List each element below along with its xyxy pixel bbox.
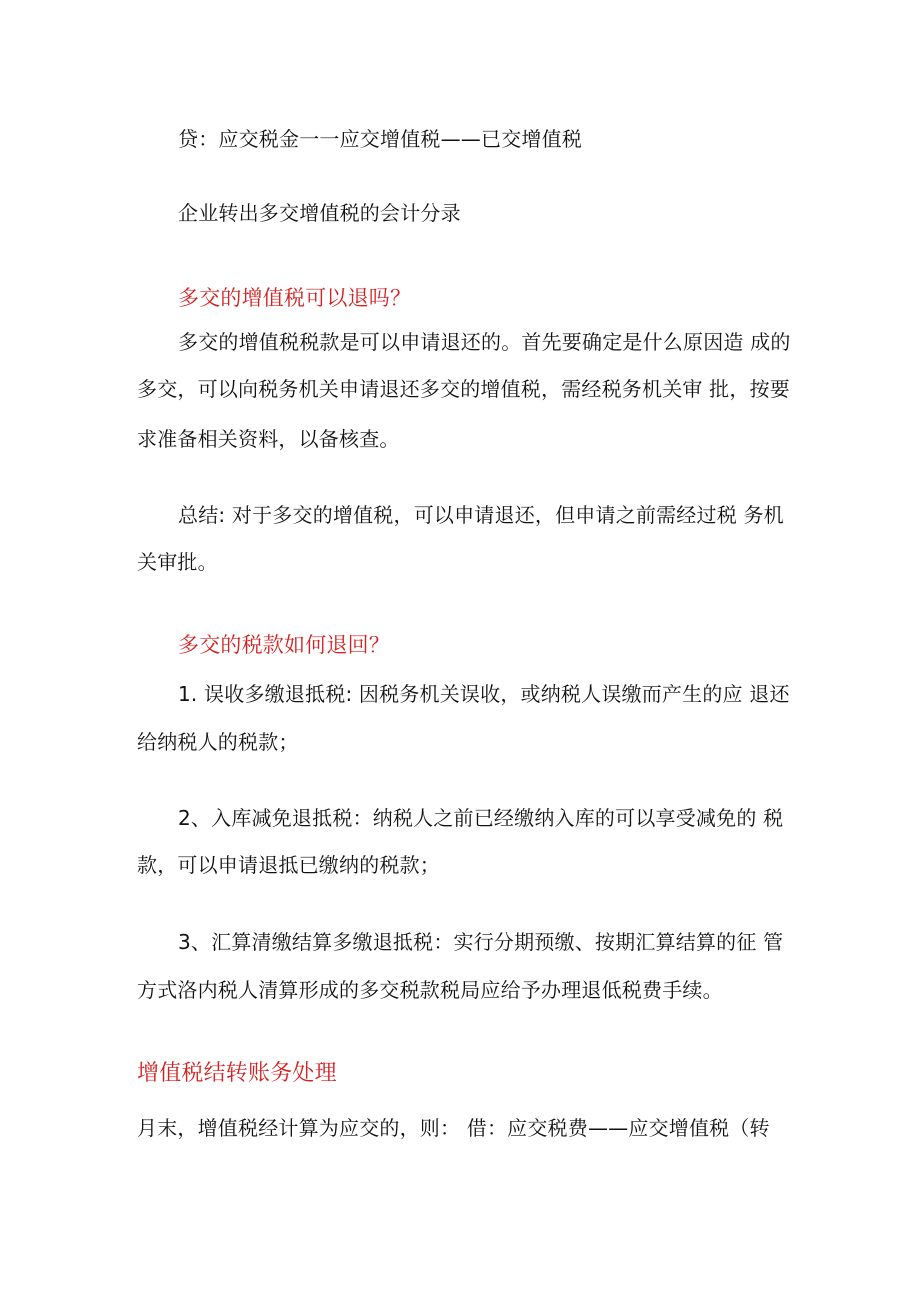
list-item-line: 方式洛内税人清算形成的多交税款税局应给予办理退低税费手续。 — [137, 978, 723, 1002]
list-item-line: 给纳税人的税款； — [137, 730, 299, 754]
paragraph-line: 多交的增值税税款是可以申请退还的。首先要确定是什么原因造 成的 — [178, 330, 791, 354]
heading-transfer: 增值税结转账务处理 — [137, 1061, 337, 1086]
heading-refund: 多交的增值税可以退吗？ — [178, 286, 412, 310]
paragraph-line: 求准备相关资料，以备核查。 — [137, 427, 400, 451]
summary-line: 关审批。 — [137, 550, 218, 574]
note-entry-line: 企业转出多交增值税的会计分录 — [178, 201, 461, 225]
credit-entry-line: 贷：应交税金一一应交增值税——已交增值税 — [178, 127, 582, 151]
list-item-line: 款，可以申请退抵已缴纳的税款； — [137, 853, 440, 877]
summary-line: 总结: 对于多交的增值税，可以申请退还，但申请之前需经过税 务机 — [178, 503, 784, 527]
list-item-line: 1. 误收多缴退抵税: 因税务机关误收，或纳税人误缴而产生的应 退还 — [178, 682, 790, 706]
list-item-line: 2、入库减免退抵税：纳税人之前已经缴纳入库的可以享受减免的 税 — [178, 806, 784, 830]
paragraph-line: 多交，可以向税务机关申请退还多交的增值税，需经税务机关审 批，按要 — [137, 377, 790, 401]
heading-return: 多交的税款如何退回？ — [178, 633, 390, 657]
list-item-line: 3、汇算清缴结算多缴退抵税：实行分期预缴、按期汇算结算的征 管 — [178, 930, 784, 954]
paragraph-line: 月末，增值税经计算为应交的，则： 借：应交税费——应交增值税（转 — [137, 1116, 770, 1140]
